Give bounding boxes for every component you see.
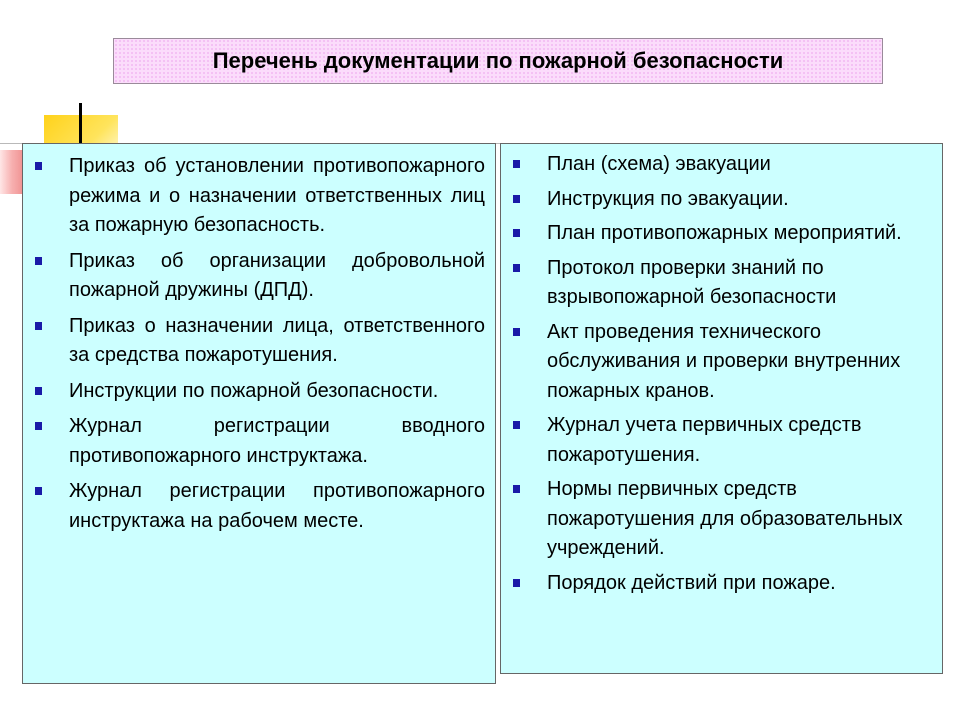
list-item-text: Журнал регистрации вводного противопожарного инструктажа. [69, 415, 485, 467]
list-item [509, 411, 936, 470]
page-title: Перечень документации по пожарной безопасности [212, 48, 784, 73]
list-item [509, 318, 936, 407]
left-document-list [31, 152, 485, 536]
list-item [509, 185, 936, 215]
right-document-panel [500, 143, 943, 674]
bullet-icon [35, 162, 42, 170]
title-banner [113, 38, 883, 84]
bullet-icon [35, 387, 42, 395]
list-item-text: Журнал учета первичных средств пожаротушения. [547, 414, 862, 466]
list-item [31, 152, 485, 241]
right-document-list [509, 150, 936, 598]
left-document-panel [22, 143, 496, 684]
list-item [509, 569, 936, 599]
list-item [31, 412, 485, 471]
list-item [31, 312, 485, 371]
bullet-icon [513, 485, 520, 493]
list-item [31, 247, 485, 306]
list-item-text: Инструкция по эвакуации. [547, 187, 789, 210]
bullet-icon [35, 322, 42, 330]
bullet-icon [35, 487, 42, 495]
list-item-text: План противопожарных мероприятий. [547, 222, 902, 244]
list-item-text: Протокол проверки знаний по взрывопожарной безопасности [547, 256, 837, 308]
list-item-text: Приказ об установлении противопожарного режима и о назначении ответственных лиц за пожарную безопасность. [69, 155, 485, 236]
list-item [509, 150, 936, 180]
list-item-text: Акт проведения технического обслуживания и проверки внутренних пожарных кранов. [547, 320, 901, 402]
bullet-icon [513, 579, 520, 587]
list-item [509, 475, 936, 564]
list-item-text: Порядок действий при пожаре. [547, 571, 836, 594]
bullet-icon [513, 421, 520, 429]
list-item [31, 377, 485, 407]
list-item-text: План (схема) эвакуации [547, 153, 771, 175]
list-item [509, 254, 936, 313]
list-item [31, 477, 485, 536]
list-item-text: Журнал регистрации противопожарного инструктажа на рабочем месте. [69, 480, 485, 532]
bullet-icon [513, 264, 520, 272]
bullet-icon [513, 195, 520, 203]
list-item-text: Инструкции по пожарной безопасности. [69, 379, 439, 402]
decorative-red-block [0, 150, 24, 194]
bullet-icon [513, 328, 520, 336]
bullet-icon [513, 160, 520, 168]
bullet-icon [513, 229, 520, 237]
bullet-icon [35, 422, 42, 430]
list-item-text: Приказ о назначении лица, ответственного за средства пожаротушения. [69, 314, 485, 366]
list-item-text: Нормы первичных средств пожаротушения для образовательных учреждений. [547, 478, 903, 559]
bullet-icon [35, 257, 42, 265]
list-item-text: Приказ об организации добровольной пожарной дружины (ДПД). [69, 249, 485, 301]
list-item [509, 219, 936, 249]
